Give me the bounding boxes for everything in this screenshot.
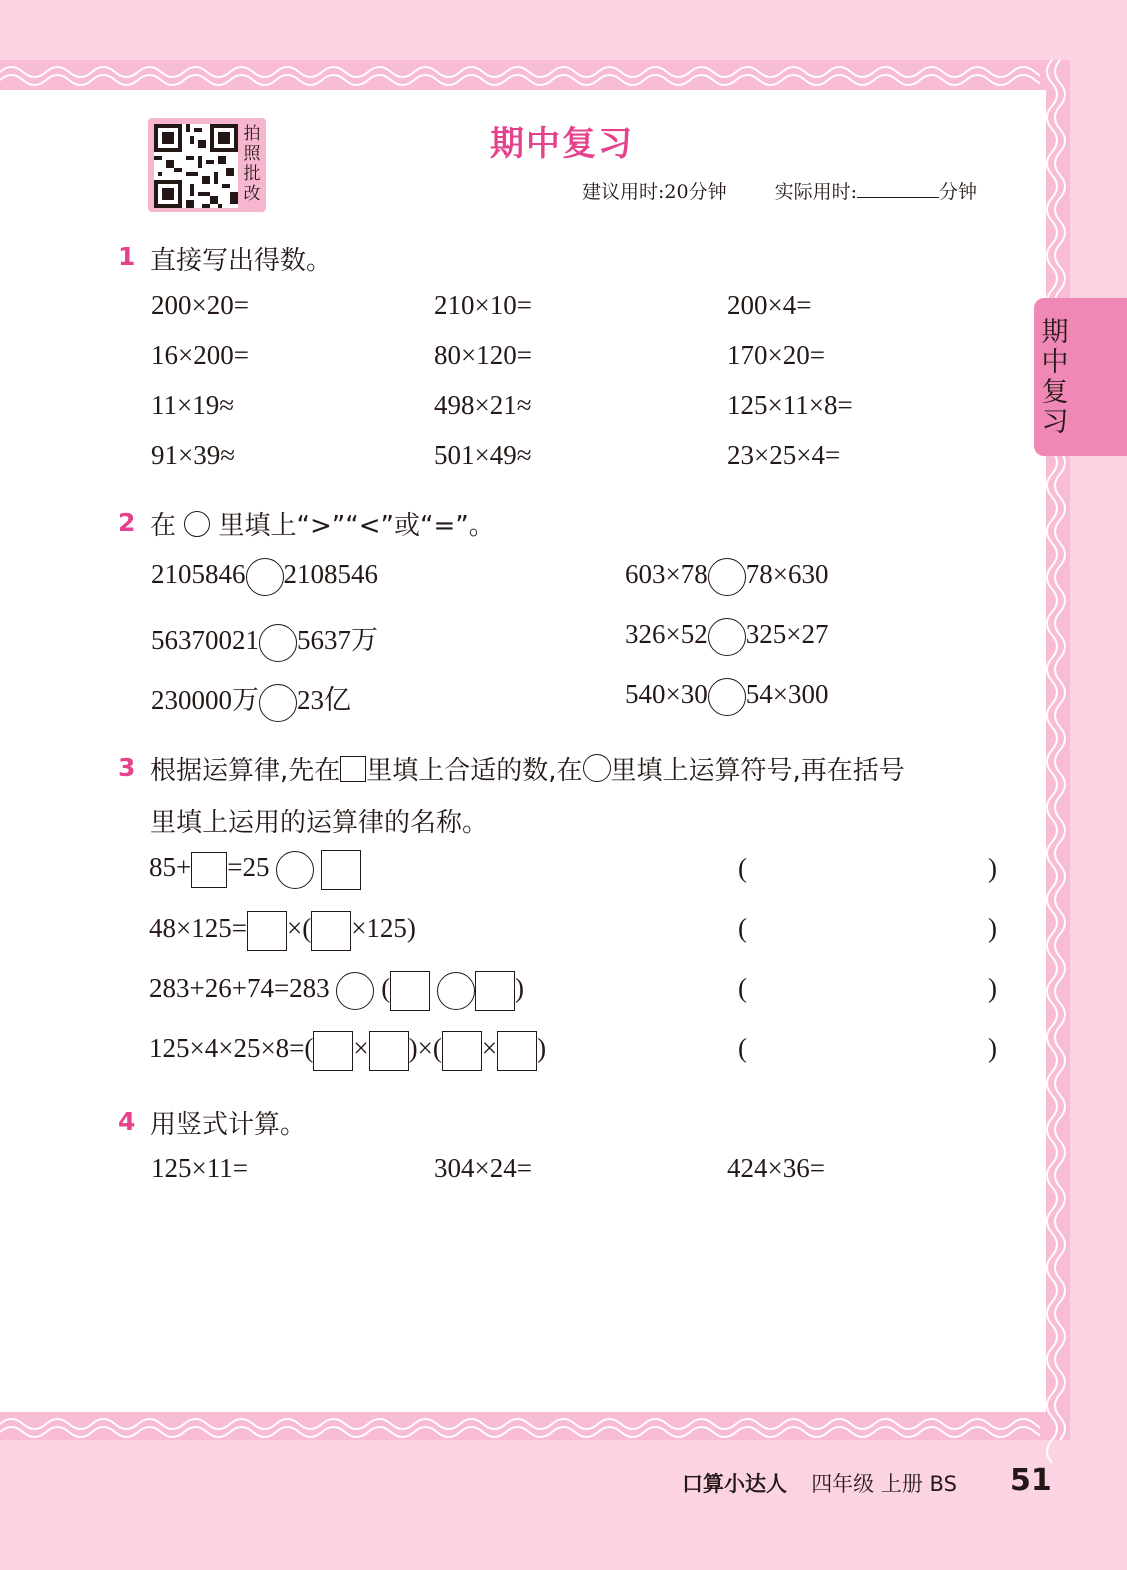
q2-left: 326×52 bbox=[625, 619, 708, 650]
answer-box[interactable] bbox=[311, 911, 351, 951]
time-info bbox=[582, 177, 977, 204]
operator-circle[interactable] bbox=[437, 972, 475, 1010]
circle-symbol-icon bbox=[184, 511, 210, 537]
q1-item: 200×4= bbox=[727, 290, 812, 320]
law-paren-close: ) bbox=[988, 913, 997, 943]
q3-row bbox=[149, 1031, 546, 1071]
q4-item: 125×11= bbox=[151, 1153, 248, 1183]
q2-right: 23亿 bbox=[297, 685, 351, 715]
q2-instruction bbox=[150, 505, 495, 542]
q3-row bbox=[149, 911, 416, 951]
compare-circle[interactable] bbox=[259, 624, 297, 662]
answer-box[interactable] bbox=[442, 1031, 482, 1071]
operator-circle[interactable] bbox=[336, 972, 374, 1010]
q2-right: 5637万 bbox=[297, 625, 378, 655]
answer-box[interactable] bbox=[191, 852, 227, 888]
q3-expr: 283+26+74=283 bbox=[149, 973, 330, 1004]
q3-row bbox=[149, 971, 524, 1011]
qr-code-icon bbox=[154, 124, 238, 208]
actual-time-blank[interactable] bbox=[857, 179, 939, 198]
q3-expr: × bbox=[353, 1033, 369, 1064]
q1-item: 80×120= bbox=[434, 340, 532, 370]
qr-label-char: 改 bbox=[243, 184, 261, 204]
q4-number: 4 bbox=[118, 1107, 136, 1136]
qr-label-char: 批 bbox=[243, 164, 261, 184]
q2-item bbox=[151, 678, 351, 722]
q1-instruction: 直接写出得数。 bbox=[150, 246, 333, 276]
answer-box[interactable] bbox=[321, 850, 361, 890]
q2-left: 230000万 bbox=[151, 685, 259, 715]
q2-instruction-a: 在 bbox=[150, 511, 177, 541]
footer bbox=[682, 1468, 957, 1498]
q4-item: 304×24= bbox=[434, 1153, 532, 1183]
q2-right: 325×27 bbox=[745, 619, 829, 650]
q3-expr: 85+ bbox=[149, 852, 192, 883]
q1-item: 91×39≈ bbox=[151, 440, 236, 470]
law-paren-open: ( bbox=[738, 853, 747, 883]
qr-label-char: 照 bbox=[243, 144, 261, 164]
q3-number: 3 bbox=[118, 753, 136, 782]
page-title: 期中复习 bbox=[490, 124, 634, 164]
q3-instruction-line2: 里填上运用的运算律的名称。 bbox=[150, 808, 489, 838]
q3-instruction-line1 bbox=[150, 750, 905, 787]
q2-item bbox=[625, 618, 828, 656]
section-tab-char: 期 bbox=[1041, 317, 1069, 348]
q3-expr: =25 bbox=[227, 852, 270, 883]
answer-box[interactable] bbox=[247, 911, 287, 951]
law-paren-close: ) bbox=[988, 853, 997, 883]
q1-item: 125×11×8= bbox=[727, 390, 853, 420]
qr-label-char: 拍 bbox=[243, 124, 261, 144]
q3-expr: ) bbox=[537, 1033, 547, 1064]
suggested-time: 建议用时:20分钟 bbox=[582, 181, 727, 203]
q1-item: 200×20= bbox=[151, 290, 249, 320]
section-tab-char: 复 bbox=[1041, 377, 1069, 408]
q3-expr: ) bbox=[514, 973, 524, 1004]
q4-item: 424×36= bbox=[727, 1153, 825, 1183]
qr-block[interactable] bbox=[148, 118, 266, 212]
section-tab-char: 习 bbox=[1041, 407, 1069, 438]
answer-box[interactable] bbox=[313, 1031, 353, 1071]
q3-row bbox=[149, 850, 361, 890]
q2-item bbox=[151, 618, 378, 662]
q1-item: 498×21≈ bbox=[434, 390, 532, 420]
q2-item bbox=[625, 558, 828, 596]
law-paren-close: ) bbox=[988, 973, 997, 1003]
law-paren-close: ) bbox=[988, 1033, 997, 1063]
q3-expr: 125×4×25×8=( bbox=[149, 1033, 314, 1064]
q3-expr: )×( bbox=[408, 1033, 442, 1064]
q3-expr: ( bbox=[381, 973, 391, 1004]
q2-right: 54×300 bbox=[745, 679, 829, 710]
answer-box[interactable] bbox=[369, 1031, 409, 1071]
q1-item: 23×25×4= bbox=[727, 440, 841, 470]
q3-expr: 48×125= bbox=[149, 913, 247, 944]
compare-circle[interactable] bbox=[259, 684, 297, 722]
section-tab-label bbox=[1040, 318, 1070, 438]
q3-expr: ×125) bbox=[351, 913, 416, 944]
q2-left: 2105846 bbox=[151, 559, 246, 590]
law-paren-open: ( bbox=[738, 913, 747, 943]
q1-item: 170×20= bbox=[727, 340, 825, 370]
q2-left: 603×78 bbox=[625, 559, 708, 590]
footer-brand: 口算小达人 bbox=[682, 1472, 787, 1496]
answer-box[interactable] bbox=[497, 1031, 537, 1071]
q3-expr: × bbox=[481, 1033, 498, 1064]
q2-item bbox=[151, 558, 378, 596]
q2-number: 2 bbox=[118, 508, 136, 537]
law-paren-open: ( bbox=[738, 1033, 747, 1063]
q3-expr: ×( bbox=[286, 913, 312, 944]
q2-right: 2108546 bbox=[283, 559, 378, 590]
section-tab-char: 中 bbox=[1041, 347, 1069, 378]
compare-circle[interactable] bbox=[246, 558, 284, 596]
footer-grade: 四年级 上册 BS bbox=[811, 1472, 957, 1496]
compare-circle[interactable] bbox=[708, 678, 746, 716]
law-paren-open: ( bbox=[738, 973, 747, 1003]
q3-text: 根据运算律,先在 bbox=[150, 756, 341, 786]
q1-item: 501×49≈ bbox=[434, 440, 532, 470]
q4-instruction: 用竖式计算。 bbox=[150, 1110, 307, 1140]
box-symbol-icon bbox=[340, 756, 366, 782]
actual-time-label: 实际用时: bbox=[774, 181, 857, 203]
actual-time-unit: 分钟 bbox=[939, 181, 978, 203]
q2-left: 56370021 bbox=[151, 625, 259, 655]
q1-item: 11×19≈ bbox=[151, 390, 235, 420]
q2-left: 540×30 bbox=[625, 679, 708, 710]
answer-box[interactable] bbox=[475, 971, 515, 1011]
q2-item bbox=[625, 678, 828, 716]
page-number: 51 bbox=[1010, 1463, 1052, 1498]
q1-number: 1 bbox=[118, 242, 136, 271]
operator-circle[interactable] bbox=[276, 851, 314, 889]
qr-label bbox=[242, 124, 262, 204]
q3-text: 里填上合适的数,在 bbox=[366, 756, 583, 786]
compare-circle[interactable] bbox=[708, 618, 746, 656]
q2-instruction-b: 里填上“>”“<”或“=”。 bbox=[218, 511, 495, 541]
q1-item: 16×200= bbox=[151, 340, 249, 370]
circle-symbol-icon bbox=[583, 754, 611, 782]
compare-circle[interactable] bbox=[708, 558, 746, 596]
q1-item: 210×10= bbox=[434, 290, 532, 320]
q3-text: 里填上运算符号,再在括号 bbox=[610, 756, 905, 786]
q2-right: 78×630 bbox=[745, 559, 829, 590]
answer-box[interactable] bbox=[390, 971, 430, 1011]
